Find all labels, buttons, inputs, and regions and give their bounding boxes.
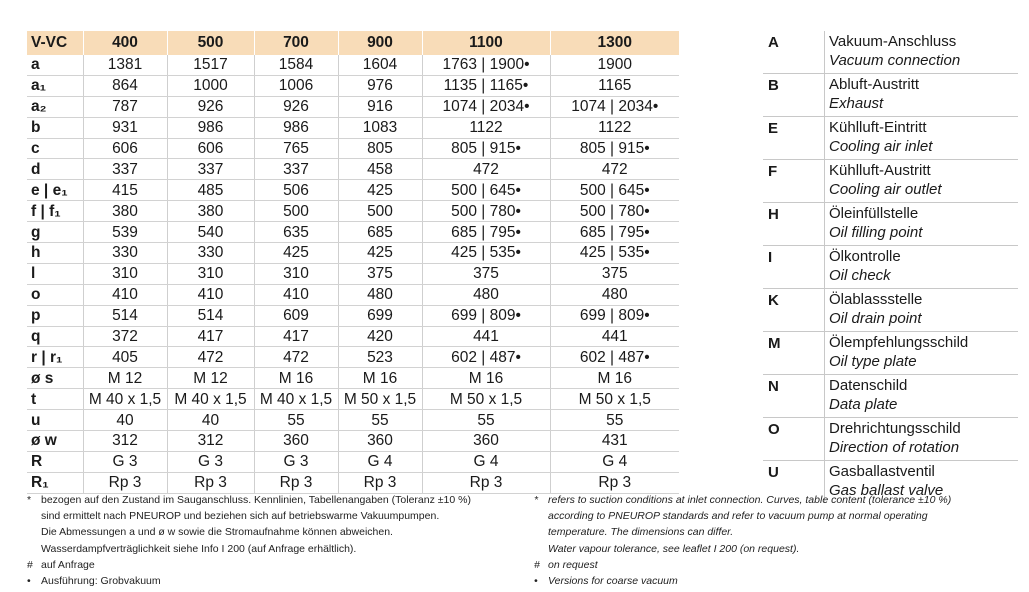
table-cell: 458: [338, 159, 422, 180]
table-cell: 431: [550, 431, 679, 452]
table-row: [27, 410, 679, 431]
table-cell: G 3: [254, 451, 338, 472]
table-cell: 360: [422, 431, 550, 452]
table-cell: 1006: [254, 75, 338, 96]
table-cell: 1381: [83, 55, 167, 75]
header-400: 400: [83, 31, 167, 55]
table-cell: 976: [338, 75, 422, 96]
table-cell: 1165: [550, 75, 679, 96]
footnote-marker: [534, 508, 548, 524]
table-row: [27, 180, 679, 201]
table-cell: 986: [167, 117, 254, 138]
table-row: [27, 222, 679, 243]
legend-row: [763, 117, 1018, 160]
table-cell: 55: [254, 410, 338, 431]
table-row: [27, 347, 679, 368]
table-cell: M 16: [338, 368, 422, 389]
footnote-text: Ausführung: Grobvakuum: [41, 575, 161, 588]
legend-row: [763, 160, 1018, 203]
legend-letter: K: [763, 289, 825, 332]
footnote-marker: #: [534, 558, 540, 571]
legend-table: [763, 31, 1018, 503]
table-cell: 1122: [550, 117, 679, 138]
footnote-marker: [534, 524, 548, 540]
legend-german: Vakuum-Anschluss: [829, 33, 957, 50]
table-cell: 337: [254, 159, 338, 180]
footnote-text: according to PNEUROP standards and refer to vacuum pump at normal operating: [548, 510, 928, 523]
table-row: [27, 326, 679, 347]
table-cell: 1122: [422, 117, 550, 138]
legend-description: [825, 375, 1019, 418]
table-cell: 337: [83, 159, 167, 180]
table-cell: M 16: [254, 368, 338, 389]
row-label: o: [27, 284, 83, 305]
table-cell: 523: [338, 347, 422, 368]
legend-german: Öleinfüllstelle: [829, 205, 919, 222]
table-cell: 500 | 780•: [550, 201, 679, 222]
footnote-line: [534, 557, 1014, 573]
footnote-text: Die Abmessungen a und ø w sowie die Stromaufnahme können abweichen.: [41, 526, 393, 539]
table-cell: 606: [167, 138, 254, 159]
table-cell: 609: [254, 305, 338, 326]
legend-german: Ölablassstelle: [829, 291, 923, 308]
table-cell: 1083: [338, 117, 422, 138]
legend-english: Oil type plate: [829, 353, 917, 370]
legend-letter: U: [768, 464, 779, 481]
table-cell: 1763 | 1900•: [422, 55, 550, 75]
footnote-marker: *: [27, 494, 32, 506]
legend-letter: F: [763, 160, 825, 203]
row-label: l: [27, 263, 83, 284]
legend-english: Exhaust: [829, 95, 884, 112]
table-cell: 40: [167, 410, 254, 431]
table-cell: G 3: [167, 451, 254, 472]
legend-row: [763, 246, 1018, 289]
legend-row: [763, 375, 1018, 418]
table-cell: 55: [422, 410, 550, 431]
row-label: R: [27, 451, 83, 472]
table-cell: M 40 x 1,5: [254, 389, 338, 410]
table-cell: 312: [83, 431, 167, 452]
table-cell: G 4: [550, 451, 679, 472]
legend-english: Oil check: [829, 267, 891, 284]
table-cell: 425: [338, 243, 422, 264]
table-cell: 986: [254, 117, 338, 138]
footnotes-english: [534, 492, 1014, 589]
legend-english: Cooling air inlet: [829, 138, 933, 155]
footnote-text: bezogen auf den Zustand im Sauganschluss. Kennlinien, Tabellenangaben (Toleranz ±10 %): [41, 494, 471, 506]
footnote-line: [534, 573, 1014, 589]
table-cell: 916: [338, 96, 422, 117]
table-cell: 514: [83, 305, 167, 326]
table-cell: 310: [167, 263, 254, 284]
legend-english: Direction of rotation: [829, 439, 960, 456]
footnote-line: [27, 492, 517, 508]
table-cell: Rp 3: [422, 472, 550, 493]
table-cell: 805 | 915•: [422, 138, 550, 159]
legend-german: Drehrichtungsschild: [829, 420, 961, 437]
table-cell: 425 | 535•: [550, 243, 679, 264]
table-cell: 417: [167, 326, 254, 347]
footnote-text: refers to suction conditions at inlet connection. Curves, table content (tolerance ±10 %): [548, 494, 952, 506]
footnote-text: sind ermittelt nach PNEUROP und beziehen sich auf betriebswarme Vakuumpumpen.: [41, 510, 440, 523]
table-cell: 805 | 915•: [550, 138, 679, 159]
table-cell: 685 | 795•: [422, 222, 550, 243]
table-cell: 472: [254, 347, 338, 368]
row-label: g: [27, 222, 83, 243]
legend-german: Ölempfehlungsschild: [829, 334, 969, 351]
legend-row: [763, 31, 1018, 74]
table-cell: M 16: [422, 368, 550, 389]
legend-description: [825, 203, 1019, 246]
table-cell: 410: [83, 284, 167, 305]
table-cell: 926: [167, 96, 254, 117]
table-row: [27, 75, 679, 96]
footnote-text: on request: [548, 558, 598, 571]
legend-row: [763, 418, 1018, 461]
legend-description: [825, 74, 1019, 117]
legend-description: [825, 418, 1019, 461]
table-cell: 500 | 645•: [550, 180, 679, 201]
table-row: [27, 263, 679, 284]
table-cell: M 16: [550, 368, 679, 389]
legend-english: Oil filling point: [829, 224, 923, 241]
table-cell: G 4: [422, 451, 550, 472]
footnote-line: [27, 508, 517, 524]
footnote-line: [534, 541, 1014, 557]
table-cell: Rp 3: [550, 472, 679, 493]
legend-german: Kühlluft-Eintritt: [829, 119, 927, 136]
legend-letter: B: [763, 74, 825, 117]
table-cell: 310: [83, 263, 167, 284]
table-cell: 410: [254, 284, 338, 305]
table-cell: 55: [338, 410, 422, 431]
table-cell: M 12: [167, 368, 254, 389]
table-cell: 405: [83, 347, 167, 368]
legend-letter: N: [763, 375, 825, 418]
table-cell: 1900: [550, 55, 679, 75]
header-900: 900: [338, 31, 422, 55]
table-cell: 312: [167, 431, 254, 452]
table-row: [27, 117, 679, 138]
table-cell: 425 | 535•: [422, 243, 550, 264]
row-label: ø s: [27, 368, 83, 389]
legend-german: Ölkontrolle: [829, 248, 901, 265]
table-row: [27, 159, 679, 180]
footnote-line: [534, 508, 1014, 524]
table-cell: 472: [167, 347, 254, 368]
table-cell: 372: [83, 326, 167, 347]
table-cell: 602 | 487•: [550, 347, 679, 368]
table-cell: 514: [167, 305, 254, 326]
legend-description: [825, 332, 1019, 375]
table-row: [27, 431, 679, 452]
footnote-marker: •: [27, 575, 31, 588]
table-cell: 699 | 809•: [422, 305, 550, 326]
legend-letter: M: [763, 332, 825, 375]
table-cell: 500 | 780•: [422, 201, 550, 222]
table-cell: 606: [83, 138, 167, 159]
table-cell: G 4: [338, 451, 422, 472]
footnote-marker: #: [27, 558, 33, 571]
dimension-table: [27, 31, 679, 494]
footnote-text: auf Anfrage: [41, 558, 95, 571]
row-label: d: [27, 159, 83, 180]
table-cell: M 50 x 1,5: [338, 389, 422, 410]
table-cell: 375: [338, 263, 422, 284]
table-cell: 40: [83, 410, 167, 431]
row-label: e | e₁: [27, 180, 83, 201]
table-cell: 1074 | 2034•: [422, 96, 550, 117]
table-cell: 500 | 645•: [422, 180, 550, 201]
table-cell: 506: [254, 180, 338, 201]
legend-english: Vacuum connection: [829, 52, 961, 69]
table-cell: 425: [254, 243, 338, 264]
table-cell: 685 | 795•: [550, 222, 679, 243]
table-cell: Rp 3: [83, 472, 167, 493]
header-1300: 1300: [550, 31, 679, 55]
legend-english: Gas ballast valve: [829, 482, 944, 499]
table-cell: G 3: [83, 451, 167, 472]
legend-description: [825, 160, 1019, 203]
table-cell: 375: [422, 263, 550, 284]
table-cell: 480: [422, 284, 550, 305]
table-cell: 425: [338, 180, 422, 201]
table-cell: 539: [83, 222, 167, 243]
table-cell: 472: [550, 159, 679, 180]
table-cell: 1135 | 1165•: [422, 75, 550, 96]
legend-description: [825, 289, 1019, 332]
row-label: ø w: [27, 431, 83, 452]
table-cell: 500: [254, 201, 338, 222]
legend-english: Oil drain point: [829, 310, 922, 327]
table-row: [27, 472, 679, 493]
table-cell: 765: [254, 138, 338, 159]
table-cell: 55: [550, 410, 679, 431]
table-row: [27, 243, 679, 264]
row-label: u: [27, 410, 83, 431]
legend-description: [825, 246, 1019, 289]
table-row: [27, 201, 679, 222]
legend-row: [763, 332, 1018, 375]
table-cell: 330: [83, 243, 167, 264]
footnote-marker: *: [534, 494, 539, 506]
table-cell: 330: [167, 243, 254, 264]
table-cell: 417: [254, 326, 338, 347]
footnote-line: [27, 541, 517, 557]
table-cell: 864: [83, 75, 167, 96]
table-cell: 805: [338, 138, 422, 159]
table-cell: 337: [167, 159, 254, 180]
header-500: 500: [167, 31, 254, 55]
table-cell: 1000: [167, 75, 254, 96]
table-cell: 685: [338, 222, 422, 243]
table-cell: 420: [338, 326, 422, 347]
table-cell: 787: [83, 96, 167, 117]
row-label: b: [27, 117, 83, 138]
footnote-line: [534, 524, 1014, 540]
table-cell: 410: [167, 284, 254, 305]
table-cell: 480: [550, 284, 679, 305]
footnote-marker: [27, 524, 41, 540]
table-cell: 472: [422, 159, 550, 180]
header-700: 700: [254, 31, 338, 55]
row-label: r | r₁: [27, 347, 83, 368]
legend-letter: O: [763, 418, 825, 461]
footnote-marker: [27, 508, 41, 524]
footnote-marker: •: [534, 575, 538, 588]
table-cell: 931: [83, 117, 167, 138]
legend-german: Abluft-Austritt: [829, 76, 920, 93]
footnote-line: [27, 557, 517, 573]
table-row: [27, 138, 679, 159]
table-cell: 926: [254, 96, 338, 117]
legend-letter: E: [763, 117, 825, 160]
legend-row: [763, 74, 1018, 117]
footnote-line: [27, 524, 517, 540]
legend-letter: I: [763, 246, 825, 289]
table-header-row: [27, 31, 679, 55]
table-row: [27, 55, 679, 75]
legend-row: [763, 289, 1018, 332]
table-row: [27, 368, 679, 389]
table-cell: M 12: [83, 368, 167, 389]
table-cell: 380: [83, 201, 167, 222]
table-row: [27, 96, 679, 117]
row-label: h: [27, 243, 83, 264]
footnote-text: Versions for coarse vacuum: [548, 575, 678, 588]
table-cell: 441: [422, 326, 550, 347]
table-row: [27, 451, 679, 472]
row-label: q: [27, 326, 83, 347]
table-cell: 310: [254, 263, 338, 284]
table-cell: 360: [254, 431, 338, 452]
table-row: [27, 389, 679, 410]
table-cell: M 50 x 1,5: [422, 389, 550, 410]
legend-german: Datenschild: [829, 377, 908, 394]
row-label: a₂: [27, 96, 83, 117]
legend-german: Kühlluft-Austritt: [829, 162, 931, 179]
legend-row: [763, 203, 1018, 246]
footnote-text: Wasserdampfverträglichkeit siehe Info I 200 (auf Anfrage erhältlich).: [41, 542, 357, 555]
row-label: a₁: [27, 75, 83, 96]
table-cell: 380: [167, 201, 254, 222]
table-cell: 602 | 487•: [422, 347, 550, 368]
table-cell: Rp 3: [254, 472, 338, 493]
table-cell: M 40 x 1,5: [167, 389, 254, 410]
table-cell: 1604: [338, 55, 422, 75]
legend-letter: A: [763, 31, 825, 74]
table-cell: 415: [83, 180, 167, 201]
footnote-text: temperature. The dimensions can differ.: [548, 526, 734, 539]
table-cell: 480: [338, 284, 422, 305]
table-cell: 485: [167, 180, 254, 201]
footnotes-german: [27, 492, 517, 589]
table-cell: 1584: [254, 55, 338, 75]
table-cell: 699: [338, 305, 422, 326]
legend-description: [825, 31, 1019, 74]
header-1100: 1100: [422, 31, 550, 55]
table-cell: 441: [550, 326, 679, 347]
footnote-marker: [534, 541, 548, 557]
table-cell: Rp 3: [167, 472, 254, 493]
table-cell: 360: [338, 431, 422, 452]
table-cell: 500: [338, 201, 422, 222]
row-label: c: [27, 138, 83, 159]
table-cell: 1517: [167, 55, 254, 75]
table-cell: 635: [254, 222, 338, 243]
row-label: a: [27, 55, 83, 75]
footnote-text: Water vapour tolerance, see leaflet I 200 (on request).: [548, 542, 800, 555]
header-model: V-VC: [27, 31, 83, 55]
legend-german: Gasballastventil: [829, 463, 935, 480]
legend-description: [825, 117, 1019, 160]
row-label: t: [27, 389, 83, 410]
table-cell: Rp 3: [338, 472, 422, 493]
legend-english: Cooling air outlet: [829, 181, 942, 198]
table-cell: M 50 x 1,5: [550, 389, 679, 410]
legend-letter: H: [763, 203, 825, 246]
row-label: f | f₁: [27, 201, 83, 222]
row-label: R₁: [27, 472, 83, 493]
table-row: [27, 284, 679, 305]
table-cell: 699 | 809•: [550, 305, 679, 326]
row-label: p: [27, 305, 83, 326]
footnote-line: [27, 573, 517, 589]
footnote-line: [534, 492, 1014, 508]
footnote-marker: [27, 541, 41, 557]
table-cell: 375: [550, 263, 679, 284]
table-row: [27, 305, 679, 326]
table-cell: 540: [167, 222, 254, 243]
legend-english: Data plate: [829, 396, 898, 413]
table-cell: 1074 | 2034•: [550, 96, 679, 117]
table-cell: M 40 x 1,5: [83, 389, 167, 410]
